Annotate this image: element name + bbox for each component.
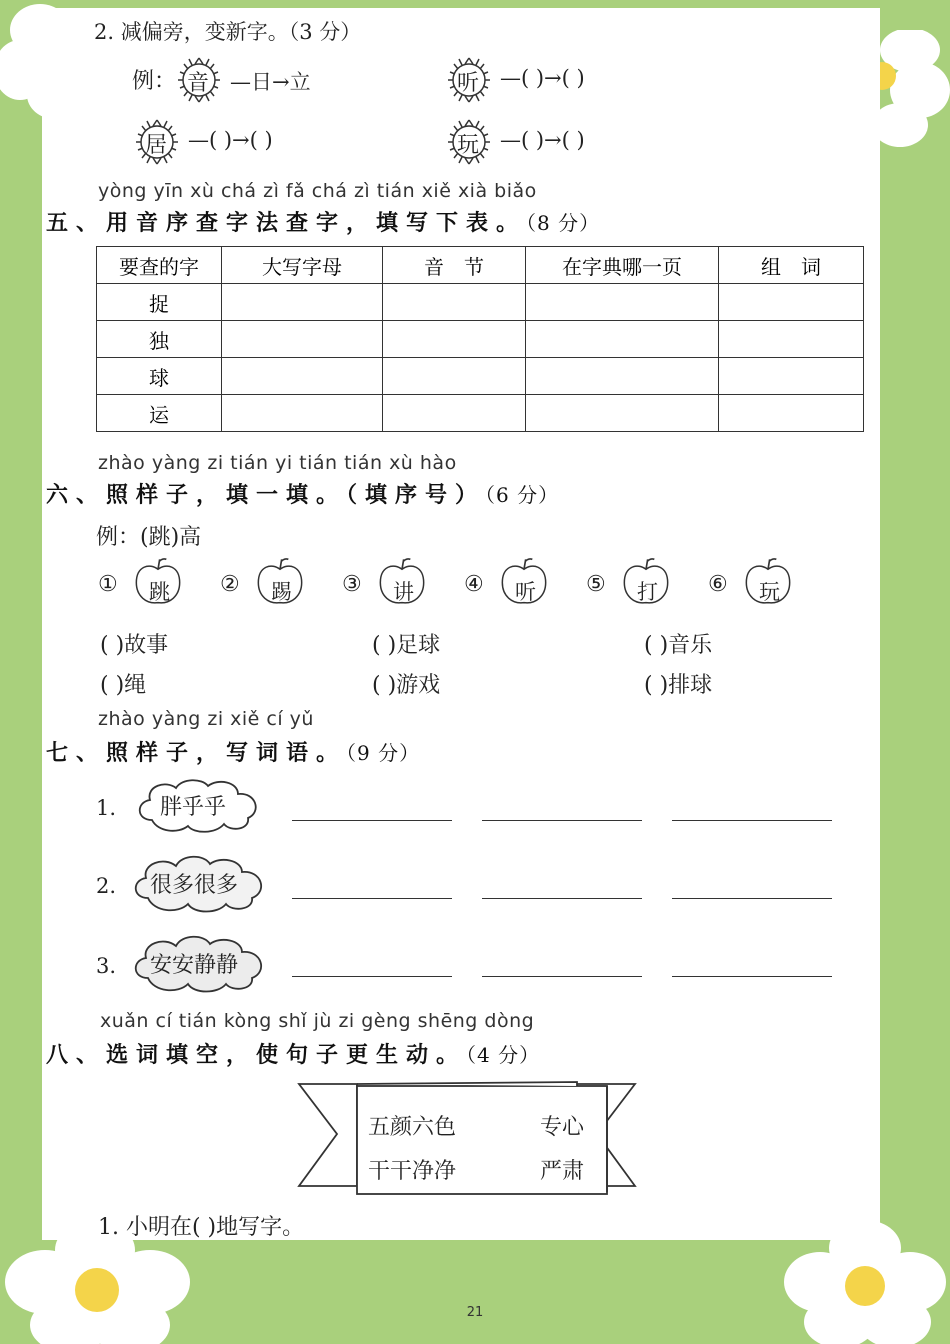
word-bank-banner xyxy=(297,1074,637,1204)
apple-char: 讲 xyxy=(393,580,414,604)
answer-cell[interactable] xyxy=(526,358,719,395)
answer-line[interactable] xyxy=(292,820,452,821)
item-number: 2. xyxy=(96,874,117,898)
sec7-pinyin: zhào yàng zi xiě cí yǔ xyxy=(98,708,314,730)
answer-cell[interactable] xyxy=(222,395,383,432)
example-sequence: —日→立 xyxy=(230,70,311,94)
char-ting: 听 xyxy=(457,71,480,96)
answer-line[interactable] xyxy=(482,898,642,899)
answer-cell[interactable] xyxy=(222,321,383,358)
fill-blank[interactable]: ( )排球 xyxy=(644,673,713,698)
page-number: 21 xyxy=(466,1305,484,1320)
table-row xyxy=(97,284,864,321)
apple-number: ⑥ xyxy=(708,572,728,597)
blank-sequence: —( )→( ) xyxy=(188,128,273,152)
sec5-pinyin: yòng yīn xù chá zì fǎ chá zì tián xiě xià biǎo xyxy=(98,180,537,202)
apple-number: ④ xyxy=(464,572,484,597)
word-option: 干干净净 xyxy=(368,1159,457,1184)
fill-blank[interactable]: ( )游戏 xyxy=(372,673,441,698)
apple-char: 踢 xyxy=(271,580,292,604)
answer-cell[interactable] xyxy=(383,321,526,358)
apple-char: 跳 xyxy=(149,580,170,604)
example-char: 音 xyxy=(187,71,210,96)
answer-line[interactable] xyxy=(672,976,832,977)
apple-number: ① xyxy=(98,572,118,597)
example-word: 胖乎乎 xyxy=(160,795,227,820)
column-header: 音 节 xyxy=(383,247,526,284)
lookup-char: 独 xyxy=(97,321,222,358)
word-option: 专心 xyxy=(540,1115,585,1140)
table-row xyxy=(97,321,864,358)
fill-blank[interactable]: ( )足球 xyxy=(372,633,441,658)
example-word: 很多很多 xyxy=(150,873,239,898)
apple-number: ② xyxy=(220,572,240,597)
answer-cell[interactable] xyxy=(383,284,526,321)
example-label: 例： xyxy=(132,69,177,94)
sec8-question-1[interactable]: 1. 小明在( )地写字。 xyxy=(98,1215,305,1240)
char-ju: 居 xyxy=(145,133,168,158)
lookup-char: 球 xyxy=(97,358,222,395)
sec8-title: 八、选词填空，使句子更生动。（4 分） xyxy=(46,1043,541,1068)
answer-cell[interactable] xyxy=(719,395,864,432)
sec7-title: 七、照样子，写词语。（9 分） xyxy=(46,741,421,766)
answer-line[interactable] xyxy=(292,976,452,977)
sec4-item-title: 2. 减偏旁，变新字。（3 分） xyxy=(94,20,362,44)
answer-line[interactable] xyxy=(672,820,832,821)
lookup-char: 捉 xyxy=(97,284,222,321)
lookup-char: 运 xyxy=(97,395,222,432)
answer-line[interactable] xyxy=(482,820,642,821)
blank-sequence: —( )→( ) xyxy=(500,128,585,152)
answer-cell[interactable] xyxy=(383,358,526,395)
sec6-pinyin: zhào yàng zi tián yi tián tián xù hào xyxy=(98,452,457,474)
answer-line[interactable] xyxy=(672,898,832,899)
apple-number: ⑤ xyxy=(586,572,606,597)
lookup-table xyxy=(96,246,864,432)
column-header: 要查的字 xyxy=(97,247,222,284)
fill-blank[interactable]: ( )故事 xyxy=(100,633,169,658)
answer-cell[interactable] xyxy=(719,321,864,358)
apple-char: 玩 xyxy=(759,580,780,604)
answer-cell[interactable] xyxy=(222,284,383,321)
worksheet-page xyxy=(42,8,880,1240)
table-row xyxy=(97,395,864,432)
example-word: 安安静静 xyxy=(150,953,239,978)
answer-line[interactable] xyxy=(482,976,642,977)
column-header: 组 词 xyxy=(719,247,864,284)
column-header: 在字典哪一页 xyxy=(526,247,719,284)
answer-cell[interactable] xyxy=(526,284,719,321)
item-number: 1. xyxy=(96,796,117,820)
blank-sequence: —( )→( ) xyxy=(500,66,585,90)
apple-number: ③ xyxy=(342,572,362,597)
item-number: 3. xyxy=(96,954,117,978)
sec6-example: 例：(跳)高 xyxy=(96,525,202,550)
sec6-title: 六、照样子，填一填。（填序号）（6 分） xyxy=(46,483,560,508)
column-header: 大写字母 xyxy=(222,247,383,284)
word-option: 五颜六色 xyxy=(368,1115,457,1140)
answer-cell[interactable] xyxy=(719,284,864,321)
table-header-row xyxy=(97,247,864,284)
sec5-title: 五、用音序查字法查字，填写下表。（8 分） xyxy=(46,211,601,236)
answer-cell[interactable] xyxy=(526,395,719,432)
answer-cell[interactable] xyxy=(719,358,864,395)
apple-char: 听 xyxy=(515,580,536,604)
answer-cell[interactable] xyxy=(222,358,383,395)
apple-char: 打 xyxy=(637,580,658,604)
fill-blank[interactable]: ( )绳 xyxy=(100,673,147,698)
sec8-pinyin: xuǎn cí tián kòng shǐ jù zi gèng shēng dòng xyxy=(100,1010,535,1032)
fill-blank[interactable]: ( )音乐 xyxy=(644,633,713,658)
word-option: 严肃 xyxy=(540,1159,585,1184)
char-wan: 玩 xyxy=(457,133,480,158)
answer-cell[interactable] xyxy=(383,395,526,432)
answer-line[interactable] xyxy=(292,898,452,899)
answer-cell[interactable] xyxy=(526,321,719,358)
table-row xyxy=(97,358,864,395)
